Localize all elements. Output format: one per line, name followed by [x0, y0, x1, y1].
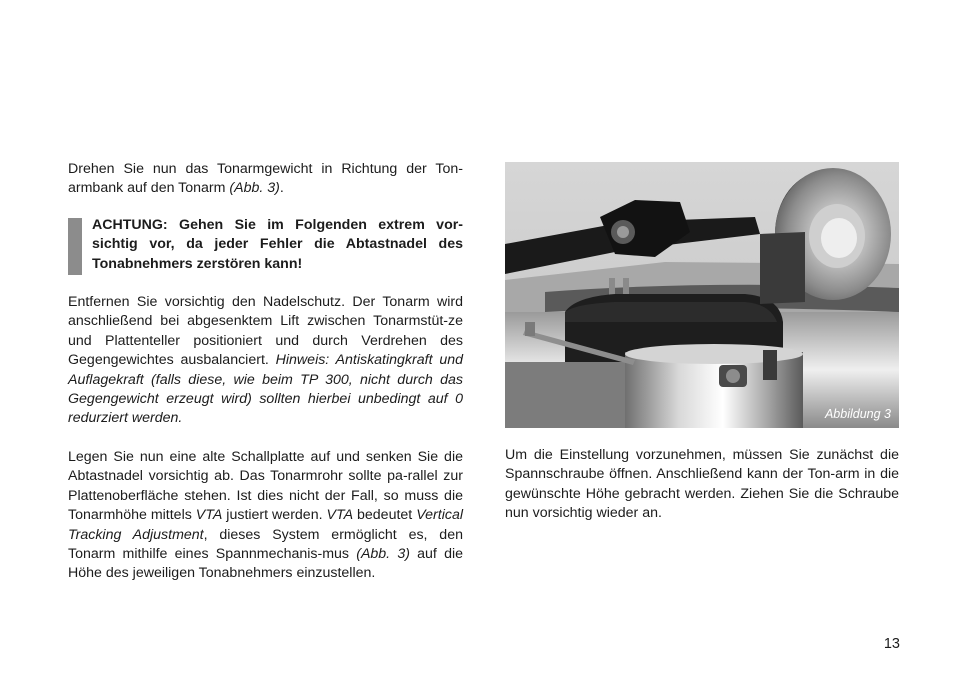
warning-text: ACHTUNG: Gehen Sie im Folgenden extrem vor-sichtig vor, da jeder Fehler die Abtastnadel des Tonabnehmers zerstören kann!	[92, 217, 463, 272]
paragraph-end: .	[279, 180, 284, 197]
tonearm-photo	[505, 162, 899, 428]
page-number: 13	[883, 636, 900, 652]
vta-text-2: justiert werden.	[222, 507, 327, 524]
figure-reference: (Abb. 3)	[229, 180, 280, 197]
figure-reference: (Abb. 3)	[356, 546, 410, 563]
paragraph-vta	[68, 448, 463, 584]
figure-caption: Abbildung 3	[824, 407, 891, 421]
vta-term: VTA	[326, 507, 354, 524]
vta-text-5: auf die Höhe des jeweiligen Tonabnehmers einzustellen.	[68, 546, 464, 582]
paragraph-balancing	[68, 293, 463, 429]
warning-box	[68, 216, 463, 275]
vta-text-1: Legen Sie nun eine alte Schallplatte auf und senken Sie die Abtastnadel vorsichtig ab. Das Tonarmrohr sollte pa-rallel zur Plattenoberfläche stehen. Ist dies nicht der Fall, so muss die Tonarmhöhe mittels	[68, 449, 463, 524]
paragraph-balancing-text: Entfernen Sie vorsichtig den Nadelschutz. Der Tonarm wird anschließend bei abgesenktem Lift zwischen Tonarmstüt-ze und Plattenteller positioniert und durch Verdrehen des Gegengewichtes ausbalanciert.	[68, 294, 463, 369]
vta-text-3: bedeutet	[353, 507, 417, 524]
vta-term: VTA	[195, 507, 223, 524]
hint-text: Hinweis: Antiskatingkraft und Auflagekraft (falls diese, wie beim TP 300, nicht durch das Gegengewicht erzeugt wird) sollten hierbei unbedingt auf 0 redurziert werden.	[68, 352, 463, 427]
warning-bar	[68, 218, 82, 275]
paragraph-adjustment: Um die Einstellung vorzunehmen, müssen Sie zunächst die Spannschraube öffnen. Anschließend kann der Ton-arm in die gewünschte Höhe gebracht werden. Ziehen Sie die Schraube nun vorsichtig wieder an.	[505, 447, 899, 522]
vta-full-term: Vertical Tracking Adjustment	[68, 507, 463, 543]
vta-text-4: , dieses System ermöglicht es, den Tonarm mithilfe eines Spannmechanis-mus	[68, 526, 463, 563]
paragraph-counterweight-text: Drehen Sie nun das Tonarmgewicht in Richtung der Ton-armbank auf den Tonarm	[68, 161, 463, 197]
tonearm-illustration	[505, 162, 899, 428]
paragraph-counterweight	[68, 160, 463, 199]
